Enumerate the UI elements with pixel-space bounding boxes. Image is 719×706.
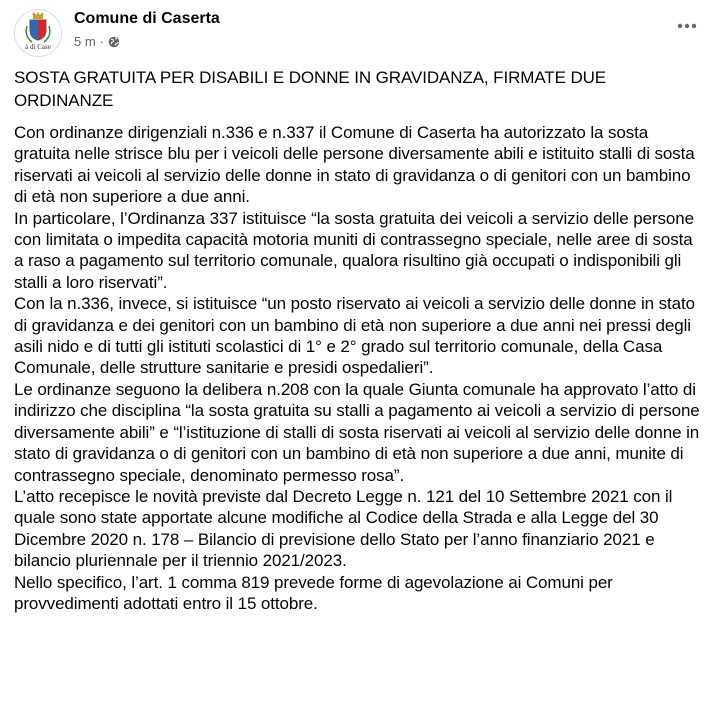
- post-paragraph: L’atto recepisce le novità previste dal Decreto Legge n. 121 del 10 Settembre 2021 con il quale sono state apportate alcune modifiche al Codice della Strada e alla Legge del 30 Dicembre 2020 n. 178 – Bilancio di previsione dello Stato per l’anno finanziario 2021 e bilancio pluriennale per il triennio 2021/2023.: [14, 486, 673, 571]
- post-paragraph: Con la n.336, invece, si istituisce “un posto riservato ai veicoli a servizio delle donne in stato di gravidanza e dei genitori con un bambino di età non superiore a due anni nei pressi degli asili nido e di tutti gli istituti scolastici di 1° e 2° grado sul territorio comunale, della Casa Comunale, delle strutture sanitarie e presidi ospedalieri”.: [14, 294, 695, 378]
- more-horizontal-icon: [677, 23, 697, 29]
- post-paragraph: Nello specifico, l’art. 1 comma 819 prevede forme di agevolazione ai Comuni per provvedimenti adottati entro il 15 ottobre.: [14, 572, 613, 613]
- post-content: [14, 66, 706, 614]
- page-avatar[interactable]: [14, 9, 62, 57]
- post-title: SOSTA GRATUITA PER DISABILI E DONNE IN GRAVIDANZA, FIRMATE DUE ORDINANZE: [14, 68, 607, 110]
- post-paragraph: Con ordinanze dirigenziali n.336 e n.337 il Comune di Caserta ha autorizzato la sosta gratuita nelle strisce blu per i veicoli delle persone diversamente abili e istituito stalli di sosta riservati ai veicoli al servizio delle donne in stato di gravidanza o di genitori con un bambino di età non superiore a due anni.: [14, 123, 695, 207]
- post-meta: [74, 34, 120, 49]
- page-name-link[interactable]: Comune di Caserta: [74, 10, 220, 27]
- globe-icon[interactable]: [108, 36, 120, 48]
- post-paragraph: In particolare, l’Ordinanza 337 istituisce “la sosta gratuita dei veicoli a servizio delle persone con limitata o impedita capacità motoria muniti di contrassegno speciale, nelle aree di sosta a raso a pagamento sul territorio comunale, qualora risultino già occupati o indisponibili gli stalli a loro riservati”.: [14, 208, 694, 292]
- meta-separator: ·: [99, 34, 105, 49]
- avatar-caption: à di Case: [25, 43, 51, 51]
- post-header: [14, 6, 705, 62]
- post-paragraph: Le ordinanze seguono la delibera n.208 con la quale Giunta comunale ha approvato l’atto di indirizzo che disciplina “la sosta gratuita su stalli a pagamento ai veicoli a servizio di persone diversamente abili” e “l’istituzione di stalli di sosta riservati ai veicoli al servizio delle donne in stato di gravidanza o di genitori con un bambino di età non superiore a due anni, munite di contrassegno speciale, denominato permesso rosa”.: [14, 379, 700, 485]
- more-options-button[interactable]: [673, 16, 701, 36]
- post-timestamp[interactable]: 5 m: [74, 34, 96, 49]
